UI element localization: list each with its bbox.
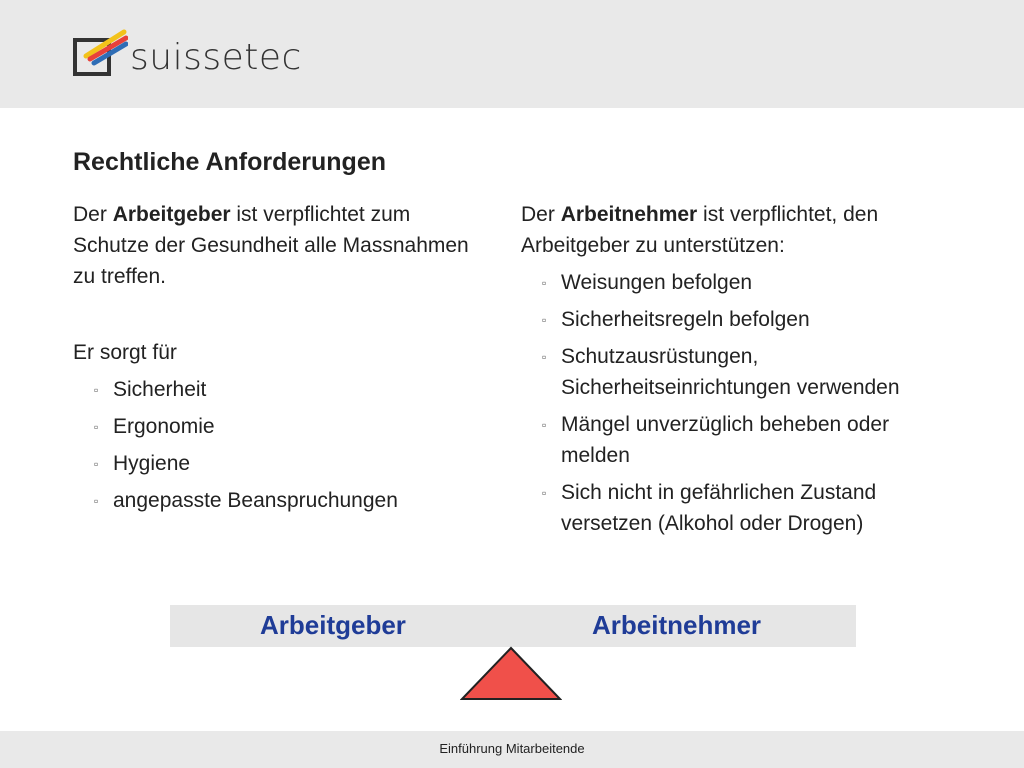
slide-title: Rechtliche Anforderungen — [73, 148, 386, 176]
square-bullet-icon: ▫ — [542, 418, 547, 432]
brand-name: suissetec — [130, 37, 302, 78]
square-bullet-icon: ▫ — [542, 350, 547, 364]
list-item: ▫ Weisungen befolgen — [521, 267, 961, 298]
employee-intro: Der Arbeitnehmer ist verpflichtet, den Arbeitgeber zu unterstützen: — [521, 203, 879, 257]
employer-bold: Arbeitgeber — [112, 203, 231, 226]
employer-column — [73, 199, 473, 522]
employer-provides-intro: Er sorgt für — [73, 341, 177, 364]
header-bar — [0, 0, 1024, 108]
square-bullet-icon: ▫ — [542, 486, 547, 500]
footer-bar — [0, 731, 1024, 768]
employee-column — [521, 199, 961, 545]
footer-text: Einführung Mitarbeitende — [439, 741, 585, 756]
square-bullet-icon: ▫ — [94, 383, 99, 397]
list-item: ▫ Hygiene — [73, 448, 473, 479]
list-item: ▫ Mängel unverzüglich beheben oder melden — [521, 409, 961, 471]
list-item: ▫ Ergonomie — [73, 411, 473, 442]
employee-bold: Arbeitnehmer — [560, 203, 698, 226]
brand-logo — [72, 26, 312, 82]
list-item: ▫ angepasste Beanspruchungen — [73, 485, 473, 516]
employer-intro: Der Arbeitgeber ist verpflichtet zum Schutze der Gesundheit alle Massnahmen zu treffen. — [73, 203, 469, 288]
suissetec-logo-icon — [72, 26, 128, 78]
balance-beam — [170, 605, 856, 647]
square-bullet-icon: ▫ — [94, 420, 99, 434]
square-bullet-icon: ▫ — [94, 494, 99, 508]
list-item: ▫ Sicherheit — [73, 374, 473, 405]
beam-label-employer: Arbeitgeber — [260, 610, 406, 640]
list-item: ▫ Sicherheitsregeln befolgen — [521, 304, 961, 335]
square-bullet-icon: ▫ — [94, 457, 99, 471]
square-bullet-icon: ▫ — [542, 276, 547, 290]
employer-list — [73, 374, 473, 516]
square-bullet-icon: ▫ — [542, 313, 547, 327]
employee-list — [521, 267, 961, 539]
list-item: ▫ Sich nicht in gefährlichen Zustand versetzen (Alkohol oder Drogen) — [521, 477, 961, 539]
list-item: ▫ Schutzausrüstungen, Sicherheitseinrichtungen verwenden — [521, 341, 961, 403]
fulcrum-triangle-icon — [460, 646, 562, 702]
beam-label-employee: Arbeitnehmer — [592, 610, 762, 640]
